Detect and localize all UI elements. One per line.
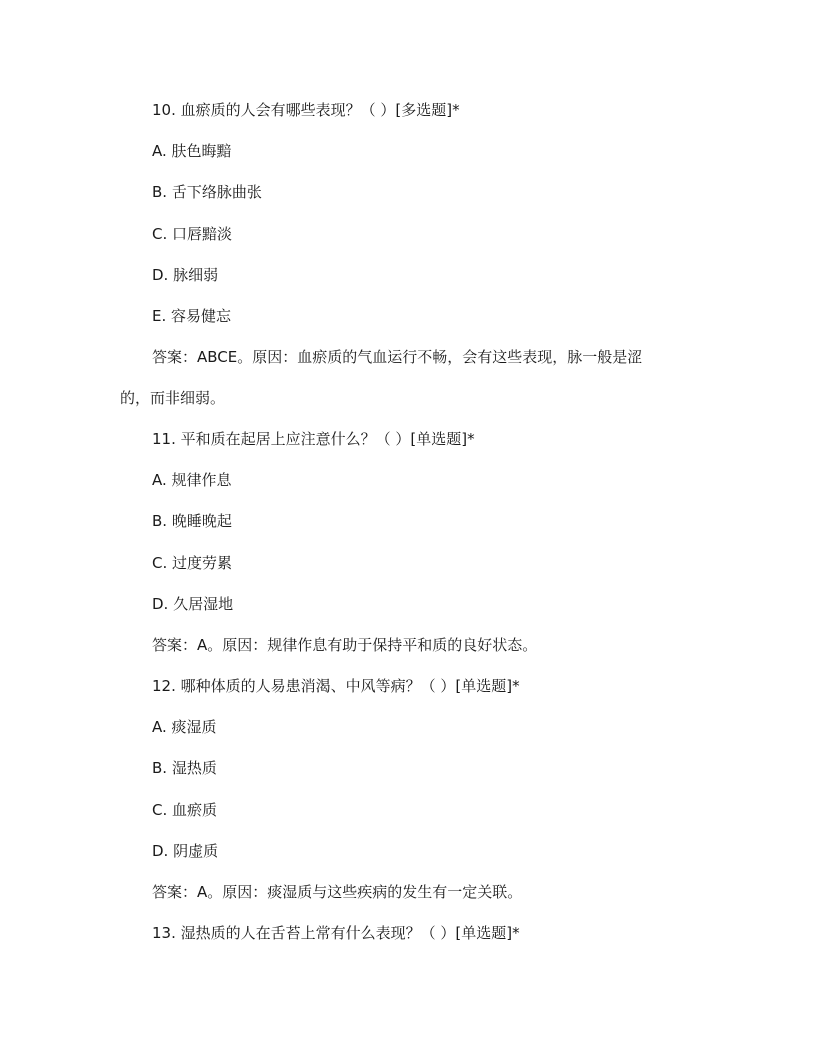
- question-10: 10. 血瘀质的人会有哪些表现？（ ）[多选题]*: [152, 101, 460, 119]
- q12-option-c: C. 血瘀质: [152, 801, 218, 819]
- q11-option-d: D. 久居湿地: [152, 595, 234, 613]
- q11-answer: 答案：A。原因：规律作息有助于保持平和质的良好状态。: [152, 636, 538, 654]
- question-13: 13. 湿热质的人在舌苔上常有什么表现？（ ）[单选题]*: [152, 924, 520, 942]
- question-11: 11. 平和质在起居上应注意什么？（ ）[单选题]*: [152, 430, 475, 448]
- q10-option-c: C. 口唇黯淡: [152, 225, 233, 243]
- q11-option-b: B. 晚睡晚起: [152, 512, 232, 530]
- q12-answer: 答案：A。原因：痰湿质与这些疾病的发生有一定关联。: [152, 883, 523, 901]
- question-12: 12. 哪种体质的人易患消渴、中风等病？（ ）[单选题]*: [152, 677, 520, 695]
- q10-option-b: B. 舌下络脉曲张: [152, 183, 262, 201]
- q12-option-a: A. 痰湿质: [152, 718, 217, 736]
- q10-option-a: A. 肤色晦黯: [152, 142, 232, 160]
- q12-option-b: B. 湿热质: [152, 759, 217, 777]
- q12-option-d: D. 阴虚质: [152, 842, 219, 860]
- q10-answer-line-1: 答案：ABCE。原因：血瘀质的气血运行不畅，会有这些表现，脉一般是涩: [152, 348, 643, 366]
- q11-option-c: C. 过度劳累: [152, 554, 233, 572]
- q11-option-a: A. 规律作息: [152, 471, 232, 489]
- q10-option-e: E. 容易健忘: [152, 307, 232, 325]
- q10-option-d: D. 脉细弱: [152, 266, 219, 284]
- q10-answer-line-2: 的，而非细弱。: [120, 389, 226, 407]
